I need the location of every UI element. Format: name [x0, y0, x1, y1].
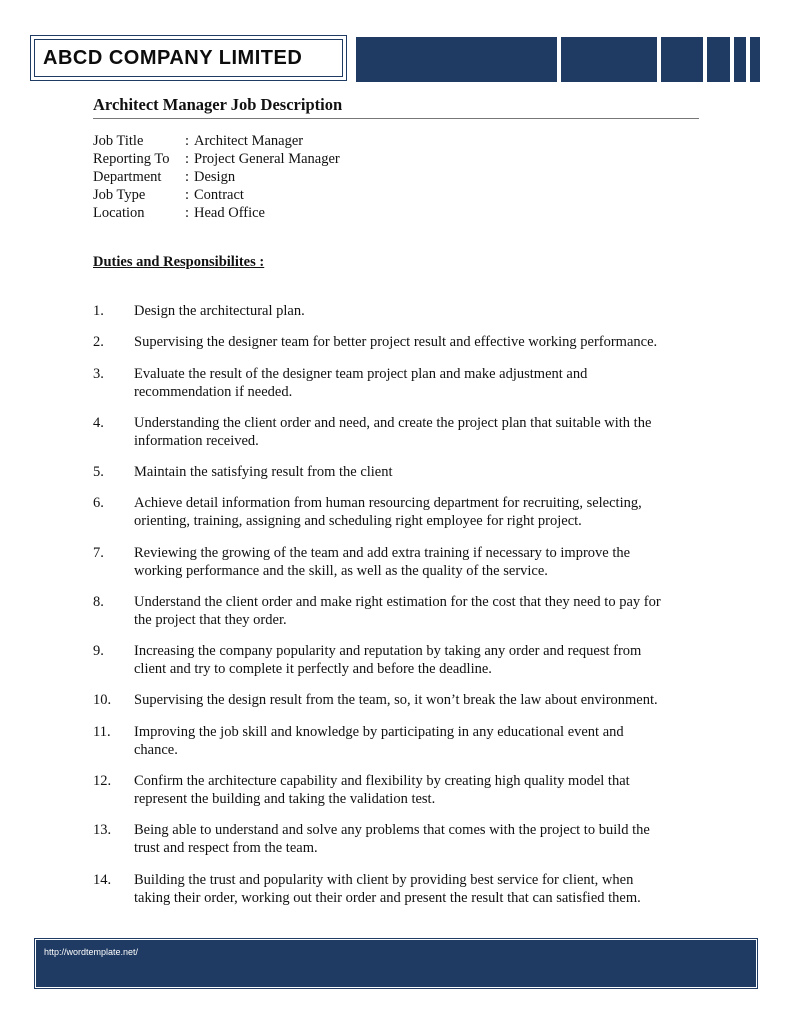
duty-item — [93, 494, 703, 530]
duty-text — [134, 463, 703, 481]
duty-line: chance. — [134, 742, 178, 758]
duty-item — [93, 642, 703, 678]
duty-number: 7. — [93, 545, 104, 561]
duty-line: Being able to understand and solve any problems that comes with the project to build the — [134, 822, 650, 838]
duty-number: 10. — [93, 692, 112, 708]
info-row-department — [93, 168, 340, 186]
duty-item — [93, 302, 703, 320]
duty-line: recommendation if needed. — [134, 384, 293, 400]
duty-text — [134, 821, 703, 857]
duty-number: 6. — [93, 495, 104, 511]
header-bar-segment — [734, 37, 746, 82]
duty-item — [93, 821, 703, 857]
info-colon: : — [185, 187, 190, 203]
info-value: Architect Manager — [194, 133, 304, 149]
header-bar-segment — [561, 37, 657, 82]
duty-line: taking their order, working out their order and present the result that can satisfied them. — [134, 890, 641, 906]
duty-line: Building the trust and popularity with client by providing best service for client, when — [134, 872, 634, 888]
duty-item — [93, 691, 703, 709]
duty-text — [134, 691, 703, 709]
info-row-job-type — [93, 186, 340, 204]
duty-number: 3. — [93, 366, 104, 382]
duty-text — [134, 642, 703, 678]
info-label: Location — [93, 205, 145, 221]
duty-item — [93, 365, 703, 401]
duty-line: Understand the client order and make right estimation for the cost that they need to pay for — [134, 594, 661, 610]
duty-item — [93, 414, 703, 450]
duty-number: 12. — [93, 773, 112, 789]
header-bar-segment — [750, 37, 760, 82]
duty-line: Achieve detail information from human resourcing department for recruiting, selecting, — [134, 495, 642, 511]
duty-line: Improving the job skill and knowledge by participating in any educational event and — [134, 724, 624, 740]
info-value: Project General Manager — [194, 151, 340, 167]
duty-line: trust and respect from the team. — [134, 840, 318, 856]
duties-heading: Duties and Responsibilites : — [93, 254, 265, 270]
info-value: Contract — [194, 187, 244, 203]
info-colon: : — [185, 133, 190, 149]
duty-number: 2. — [93, 334, 104, 350]
info-colon: : — [185, 151, 190, 167]
duty-text — [134, 772, 703, 808]
info-label: Job Title — [93, 133, 144, 149]
duty-number: 13. — [93, 822, 112, 838]
duty-text — [134, 414, 703, 450]
duty-number: 9. — [93, 643, 104, 659]
header-bar-segment — [356, 37, 557, 82]
duty-number: 11. — [93, 724, 111, 740]
info-colon: : — [185, 169, 190, 185]
job-info-table — [93, 132, 340, 222]
info-row-location — [93, 204, 340, 222]
duty-text — [134, 302, 703, 320]
info-label: Job Type — [93, 187, 146, 203]
duty-item — [93, 544, 703, 580]
duty-text — [134, 723, 703, 759]
header-bar-segment — [661, 37, 703, 82]
duty-number: 5. — [93, 464, 104, 480]
duty-text — [134, 494, 703, 530]
info-label: Reporting To — [93, 151, 170, 167]
duty-line: information received. — [134, 433, 259, 449]
duty-line: represent the building and taking the validation test. — [134, 791, 436, 807]
duty-text — [134, 333, 703, 351]
info-value: Head Office — [194, 205, 265, 221]
duty-text — [134, 593, 703, 629]
duty-line: working performance and the skill, as well as the quality of the service. — [134, 563, 548, 579]
duty-line: Evaluate the result of the designer team project plan and make adjustment and — [134, 366, 588, 382]
duty-item — [93, 333, 703, 351]
duty-line: Design the architectural plan. — [134, 303, 305, 319]
header-bar-segment — [707, 37, 730, 82]
info-row-reporting-to — [93, 150, 340, 168]
duty-line: Supervising the designer team for better project result and effective working performance. — [134, 334, 658, 350]
footer-url-link[interactable]: http://wordtemplate.net/ — [44, 947, 139, 957]
duty-line: Reviewing the growing of the team and add extra training if necessary to improve the — [134, 545, 631, 561]
duty-number: 4. — [93, 415, 104, 431]
title-divider — [93, 118, 699, 119]
duty-text — [134, 365, 703, 401]
company-name: ABCD COMPANY LIMITED — [43, 46, 303, 69]
duty-item — [93, 871, 703, 907]
info-value: Design — [194, 169, 236, 185]
duty-line: the project that they order. — [134, 612, 287, 628]
duty-item — [93, 463, 703, 481]
duty-line: orienting, training, assigning and scheduling right employee for right project. — [134, 513, 582, 529]
info-colon: : — [185, 205, 190, 221]
company-name-box — [30, 35, 347, 81]
duty-text — [134, 871, 703, 907]
duty-number: 1. — [93, 303, 104, 319]
duty-item — [93, 593, 703, 629]
duty-item — [93, 772, 703, 808]
duty-number: 14. — [93, 872, 112, 888]
duty-line: client and try to complete it perfectly and before the deadline. — [134, 661, 492, 677]
document-title: Architect Manager Job Description — [93, 95, 343, 114]
info-row-job-title — [93, 132, 340, 150]
duty-number: 8. — [93, 594, 104, 610]
duty-line: Understanding the client order and need, and create the project plan that suitable with the — [134, 415, 652, 431]
info-label: Department — [93, 169, 162, 185]
duty-line: Increasing the company popularity and reputation by taking any order and request from — [134, 643, 642, 659]
duty-line: Supervising the design result from the team, so, it won’t break the law about environment. — [134, 692, 658, 708]
footer-bar — [36, 940, 756, 987]
duty-line: Confirm the architecture capability and flexibility by creating high quality model that — [134, 773, 630, 789]
duty-line: Maintain the satisfying result from the client — [134, 464, 393, 480]
duty-text — [134, 544, 703, 580]
duty-item — [93, 723, 703, 759]
